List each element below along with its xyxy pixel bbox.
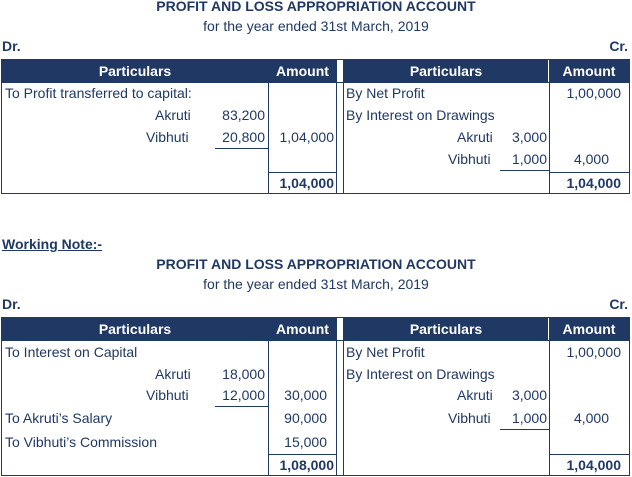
t2-col-line	[343, 318, 344, 475]
t2-right-sub-rule	[500, 429, 550, 430]
t1-cr-label: Cr.	[609, 38, 628, 54]
t1-col-line	[549, 60, 550, 193]
t2-left-subtotal: 30,000	[284, 387, 327, 403]
t1-right-sub-rule	[500, 170, 550, 171]
t2-right-line1: By Net Profit	[346, 344, 425, 360]
t2-header-particulars-left: Particulars	[2, 318, 268, 340]
t1-header-particulars-left: Particulars	[2, 60, 268, 82]
t2-col-line	[549, 318, 550, 475]
t2-left-line2: To Akruti’s Salary	[5, 410, 113, 426]
t2-left-line1: To Interest on Capital	[5, 344, 138, 360]
t1-left-line1: To Profit transferred to capital:	[5, 85, 192, 101]
t1-right-line1-amt: 1,00,000	[566, 85, 621, 101]
t2-left-total: 1,08,000	[279, 457, 334, 473]
t1-right-total: 1,04,000	[566, 175, 621, 191]
t2-dr-label: Dr.	[2, 296, 21, 312]
t2-left-p2-amt: 12,000	[222, 387, 265, 403]
t2-col-line	[336, 318, 337, 475]
t1-header-particulars-right: Particulars	[344, 60, 548, 82]
t2-left-p1-name: Akruti	[155, 366, 191, 382]
t2-right-line2: By Interest on Drawings	[346, 366, 495, 382]
t1-right-p2-name: Vibhuti	[448, 151, 491, 167]
t2-right-p2-amt: 1,000	[511, 410, 547, 426]
t2-right-subtotal: 4,000	[573, 410, 609, 426]
t2-left-p1-amt: 18,000	[222, 366, 265, 382]
t1-subtitle: for the year ended 31st March, 2019	[203, 18, 429, 34]
t2-right-line1-amt: 1,00,000	[566, 344, 621, 360]
t1-left-p2-name: Vibhuti	[146, 129, 189, 145]
t1-right-p1-amt: 3,000	[511, 129, 547, 145]
t1-right-p1-name: Akruti	[457, 129, 493, 145]
t2-left-line2-amt: 90,000	[284, 410, 327, 426]
t2-left-line3: To Vibhuti’s Commission	[5, 434, 157, 450]
t1-left-total: 1,04,000	[279, 175, 334, 191]
t1-right-line1: By Net Profit	[346, 85, 425, 101]
t1-right-line2: By Interest on Drawings	[346, 107, 495, 123]
t2-header-particulars-right: Particulars	[344, 318, 548, 340]
t2-right-p1-amt: 3,000	[511, 387, 547, 403]
t2-title: PROFIT AND LOSS APPROPRIATION ACCOUNT	[156, 256, 476, 272]
t1-title: PROFIT AND LOSS APPROPRIATION ACCOUNT	[156, 0, 476, 14]
t2-header-amount-right: Amount	[549, 318, 629, 340]
t2-subtitle: for the year ended 31st March, 2019	[203, 276, 429, 292]
t1-left-sub-rule	[215, 148, 268, 149]
t2-cr-label: Cr.	[609, 296, 628, 312]
t2-right-p1-name: Akruti	[457, 387, 493, 403]
t2-left-p2-name: Vibhuti	[146, 387, 189, 403]
working-note-heading: Working Note:-	[2, 236, 103, 252]
t2-right-total: 1,04,000	[566, 457, 621, 473]
t2-right-p2-name: Vibhuti	[448, 410, 491, 426]
t2-header-amount-left: Amount	[269, 318, 336, 340]
t1-left-subtotal: 1,04,000	[279, 129, 334, 145]
t2-left-line3-amt: 15,000	[284, 434, 327, 450]
t1-header-amount-left: Amount	[269, 60, 336, 82]
t1-col-line	[336, 60, 337, 193]
t1-header-amount-right: Amount	[549, 60, 629, 82]
t2-left-sub-rule	[215, 406, 268, 407]
t1-left-p1-name: Akruti	[155, 107, 191, 123]
t1-left-p2-amt: 20,800	[222, 129, 265, 145]
t1-dr-label: Dr.	[2, 38, 21, 54]
t1-right-p2-amt: 1,000	[511, 151, 547, 167]
t1-left-p1-amt: 83,200	[222, 107, 265, 123]
t1-right-subtotal: 4,000	[573, 151, 609, 167]
t1-col-line	[343, 60, 344, 193]
t2-header-rule	[1, 340, 630, 341]
